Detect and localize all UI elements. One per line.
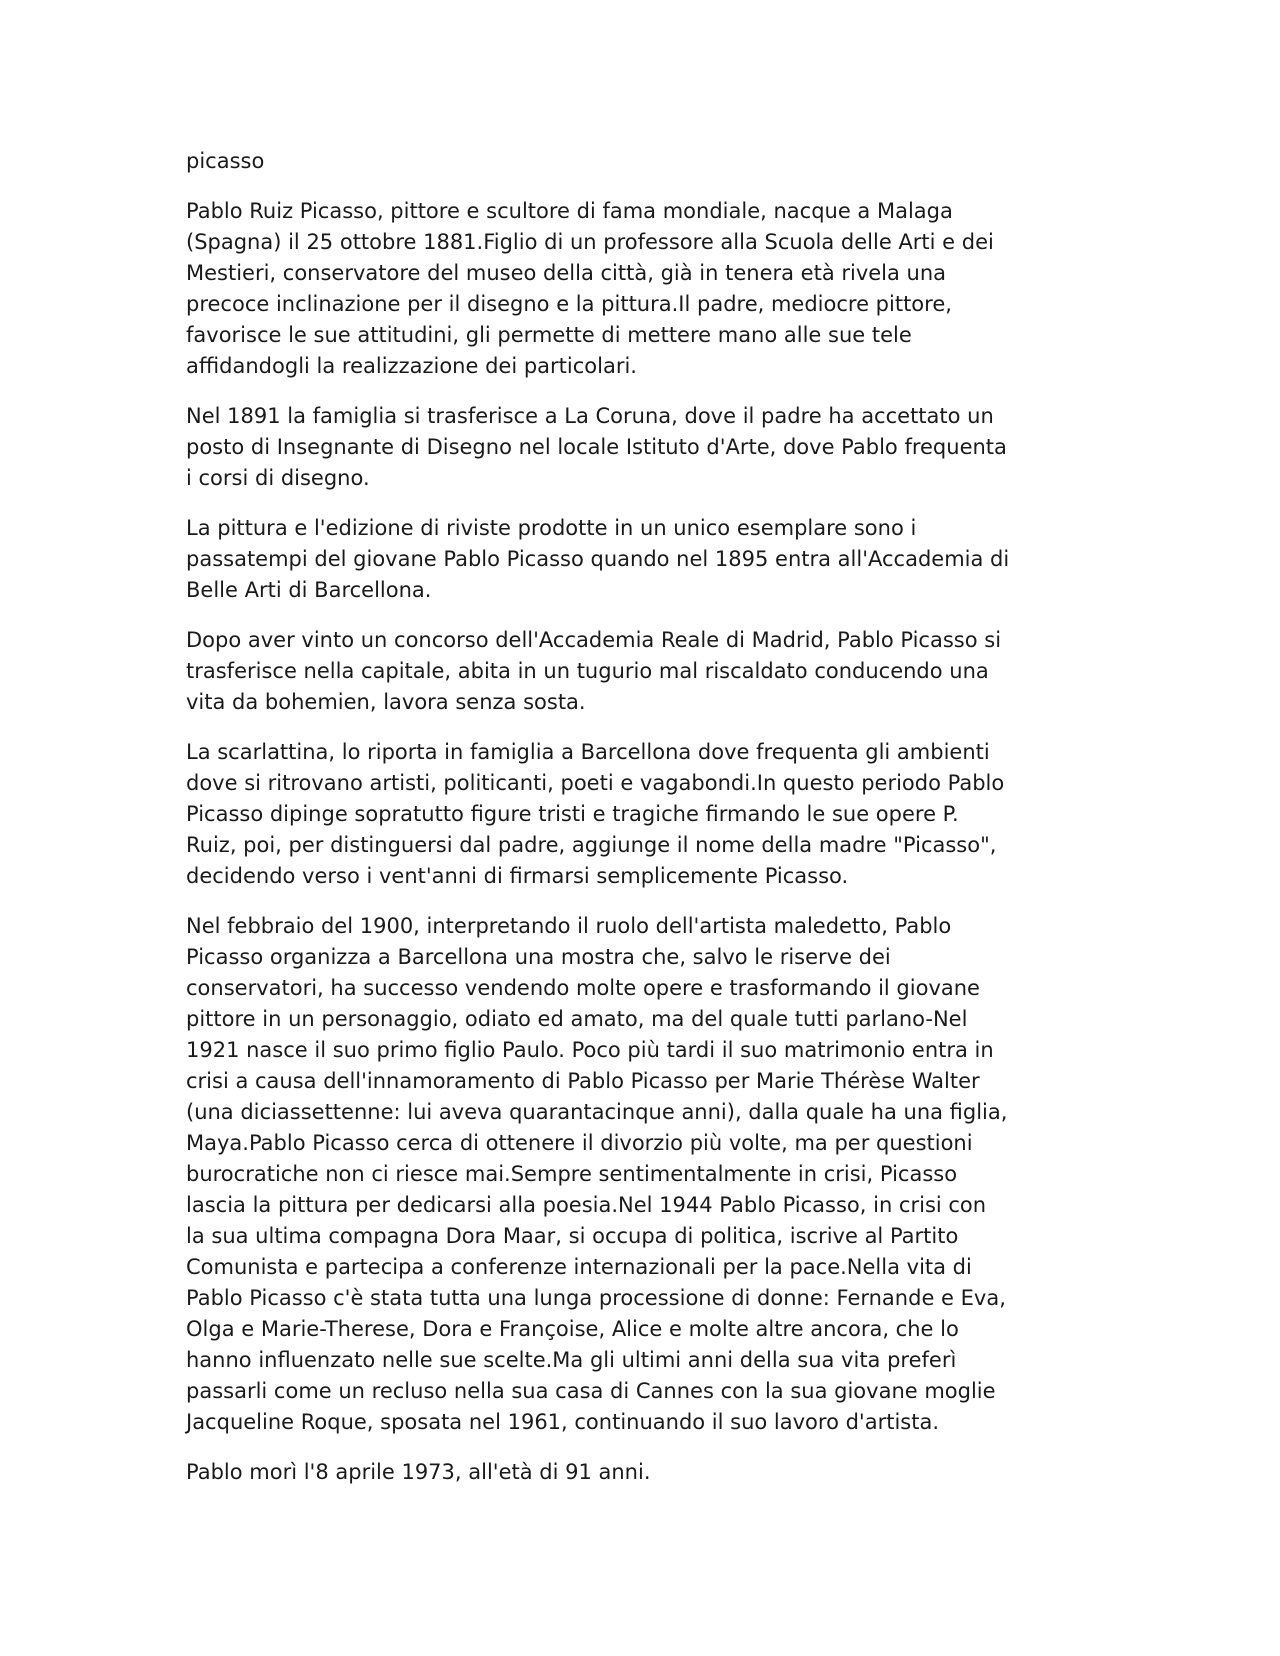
paragraph-line: lascia la pittura per dedicarsi alla poesia.Nel 1944 Pablo Picasso, in crisi con	[186, 1193, 987, 1217]
paragraph-line: decidendo verso i vent'anni di firmarsi semplicemente Picasso.	[186, 864, 849, 888]
paragraph-line: Belle Arti di Barcellona.	[186, 578, 432, 602]
paragraph-line: dove si ritrovano artisti, politicanti, poeti e vagabondi.In questo periodo Pablo	[186, 771, 1005, 795]
paragraph-line: pittore in un personaggio, odiato ed amato, ma del quale tutti parlano-Nel	[186, 1007, 968, 1031]
paragraph-line: Pablo Picasso c'è stata tutta una lunga processione di donne: Fernande e Eva,	[186, 1286, 1006, 1310]
paragraph-line: Pablo Ruiz Picasso, pittore e scultore di fama mondiale, nacque a Malaga	[186, 199, 953, 223]
paragraph-line: Pablo morì l'8 aprile 1973, all'età di 91 anni.	[186, 1460, 651, 1484]
paragraph-line: la sua ultima compagna Dora Maar, si occupa di politica, iscrive al Partito	[186, 1224, 959, 1248]
paragraph	[186, 911, 1086, 1438]
paragraph-line: i corsi di disegno.	[186, 466, 370, 490]
paragraph-line: La scarlattina, lo riporta in famiglia a Barcellona dove frequenta gli ambienti	[186, 740, 990, 764]
paragraph-line: trasferisce nella capitale, abita in un tugurio mal riscaldato conducendo una	[186, 659, 989, 683]
paragraph-line: conservatori, ha successo vendendo molte opere e trasformando il giovane	[186, 976, 980, 1000]
paragraph-line: Nel 1891 la famiglia si trasferisce a La Coruna, dove il padre ha accettato un	[186, 404, 994, 428]
paragraph-line: Picasso dipinge sopratutto figure tristi e tragiche firmando le sue opere P.	[186, 802, 959, 826]
paragraph-line: favorisce le sue attitudini, gli permette di mettere mano alle sue tele	[186, 323, 912, 347]
paragraph-line: precoce inclinazione per il disegno e la pittura.Il padre, mediocre pittore,	[186, 292, 952, 316]
paragraph-line: 1921 nasce il suo primo figlio Paulo. Poco più tardi il suo matrimonio entra in	[186, 1038, 994, 1062]
paragraph-line: affidandogli la realizzazione dei particolari.	[186, 354, 637, 378]
paragraph-line: posto di Insegnante di Disegno nel locale Istituto d'Arte, dove Pablo frequenta	[186, 435, 1007, 459]
paragraph-line: (Spagna) il 25 ottobre 1881.Figlio di un professore alla Scuola delle Arti e dei	[186, 230, 994, 254]
paragraph-line: Picasso organizza a Barcellona una mostra che, salvo le riserve dei	[186, 945, 891, 969]
paragraph-line: Nel febbraio del 1900, interpretando il ruolo dell'artista maledetto, Pablo	[186, 914, 952, 938]
paragraph-line: Ruiz, poi, per distinguersi dal padre, aggiunge il nome della madre "Picasso",	[186, 833, 997, 857]
paragraph-line: vita da bohemien, lavora senza sosta.	[186, 690, 586, 714]
paragraph-line: Maya.Pablo Picasso cerca di ottenere il divorzio più volte, ma per questioni	[186, 1131, 973, 1155]
paragraph	[186, 1457, 1086, 1488]
paragraph	[186, 625, 1086, 718]
paragraph-line: crisi a causa dell'innamoramento di Pablo Picasso per Marie Thérèse Walter	[186, 1069, 980, 1093]
paragraph-line: passarli come un recluso nella sua casa di Cannes con la sua giovane moglie	[186, 1379, 996, 1403]
paragraph	[186, 401, 1086, 494]
paragraph-line: hanno influenzato nelle sue scelte.Ma gli ultimi anni della sua vita preferì	[186, 1348, 957, 1372]
paragraph	[186, 196, 1086, 382]
paragraph-line: passatempi del giovane Pablo Picasso quando nel 1895 entra all'Accademia di	[186, 547, 1010, 571]
paragraph	[186, 737, 1086, 892]
paragraph-line: Comunista e partecipa a conferenze internazionali per la pace.Nella vita di	[186, 1255, 972, 1279]
paragraph-line: Olga e Marie-Therese, Dora e Françoise, Alice e molte altre ancora, che lo	[186, 1317, 959, 1341]
paragraph-line: burocratiche non ci riesce mai.Sempre sentimentalmente in crisi, Picasso	[186, 1162, 958, 1186]
paragraph-line: La pittura e l'edizione di riviste prodotte in un unico esemplare sono i	[186, 516, 917, 540]
paragraph-line: Mestieri, conservatore del museo della città, già in tenera età rivela una	[186, 261, 947, 285]
document-body	[186, 196, 1086, 1488]
paragraph-line: (una diciassettenne: lui aveva quarantacinque anni), dalla quale ha una figlia,	[186, 1100, 1008, 1124]
document-page	[186, 146, 1086, 1507]
paragraph-line: Dopo aver vinto un concorso dell'Accademia Reale di Madrid, Pablo Picasso si	[186, 628, 1002, 652]
paragraph	[186, 513, 1086, 606]
paragraph-line: Jacqueline Roque, sposata nel 1961, continuando il suo lavoro d'artista.	[186, 1410, 939, 1434]
document-title: picasso	[186, 149, 265, 173]
